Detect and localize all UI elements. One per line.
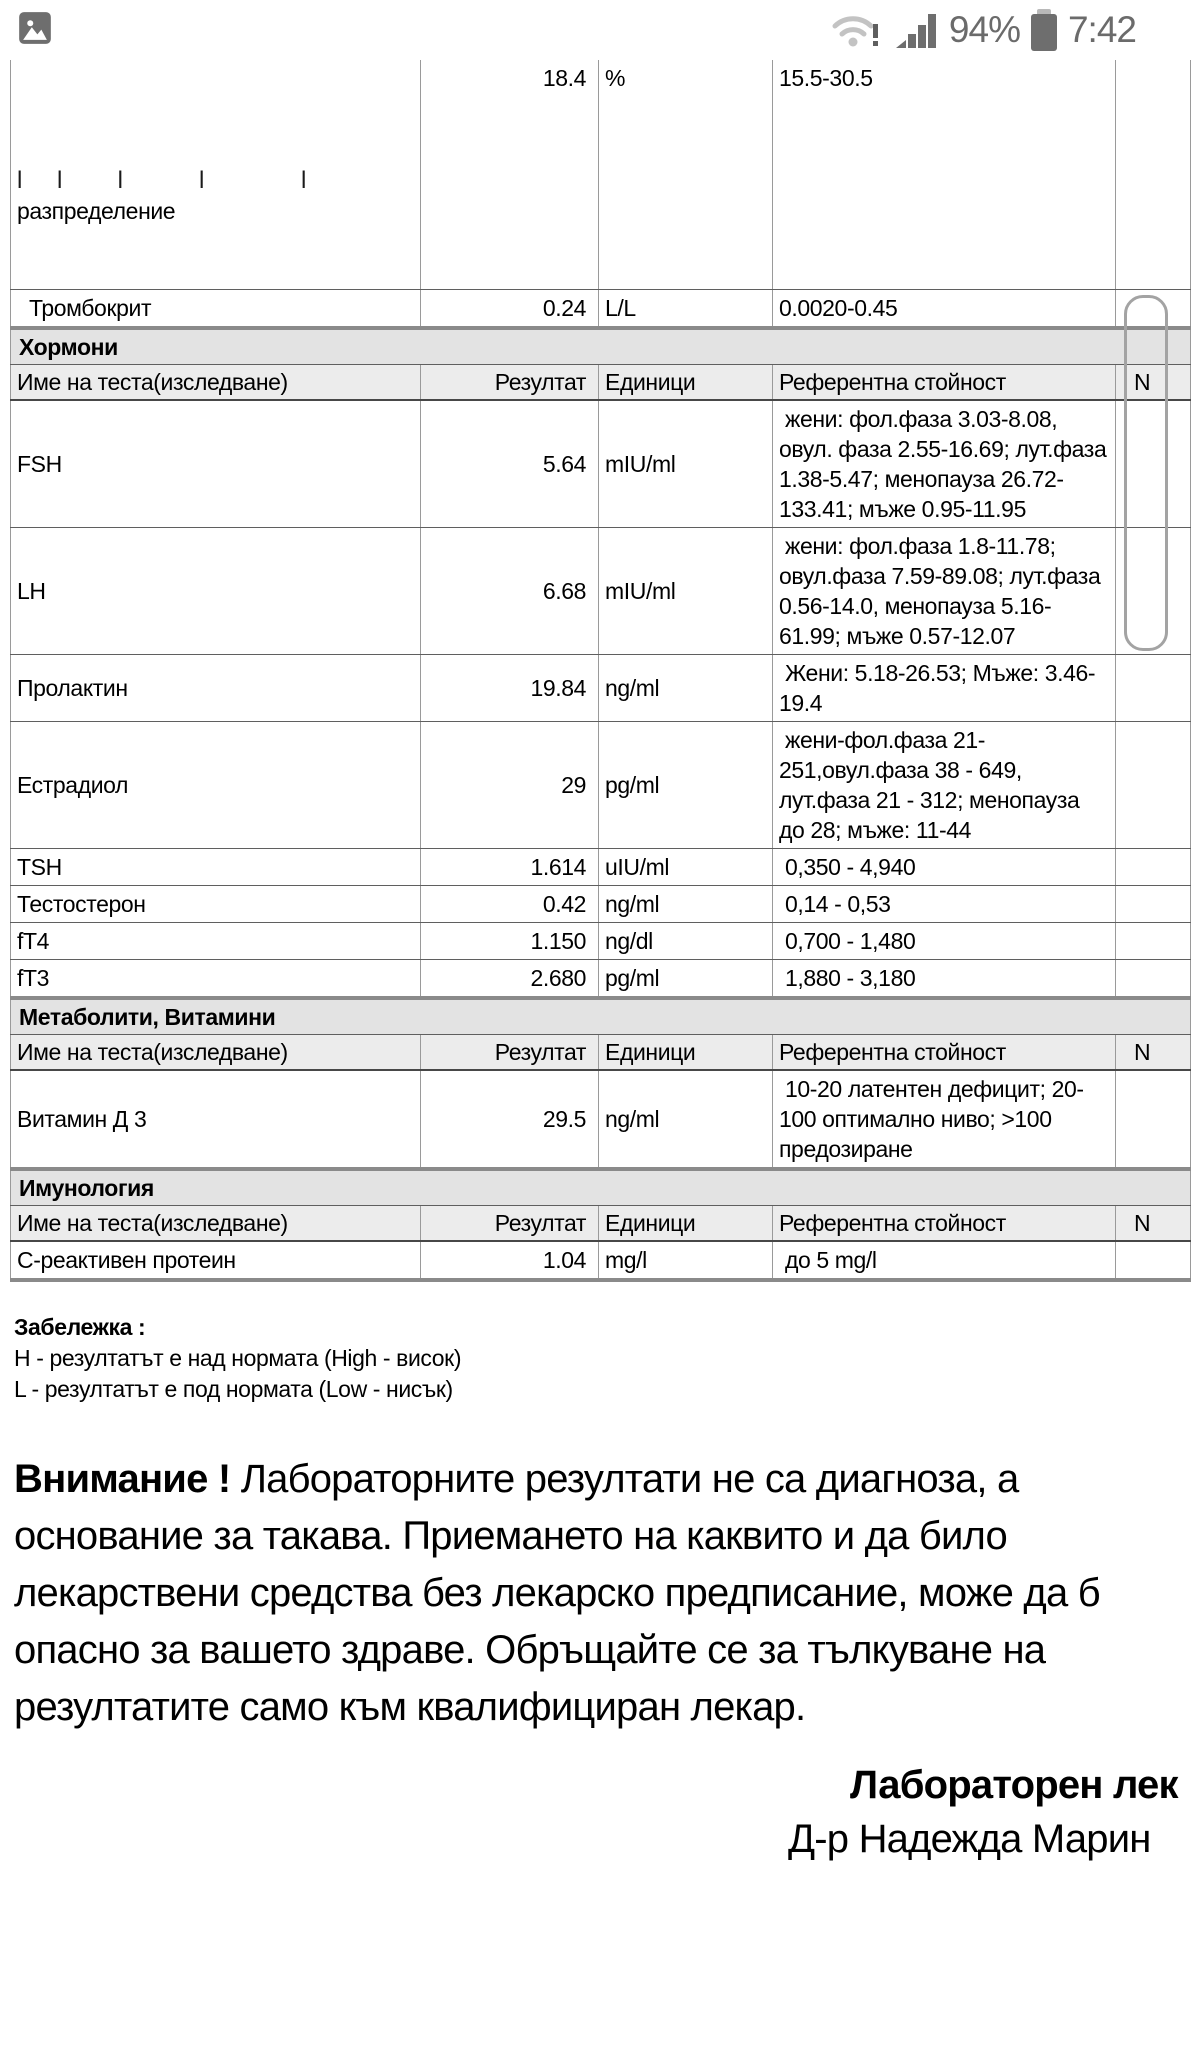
test-name: l l l l l разпределение: [11, 60, 421, 290]
flag-cell: [1116, 960, 1191, 999]
column-header-row: [11, 1035, 1191, 1071]
result-value: 1.04: [421, 1241, 599, 1280]
col-header-reference: Референтна стойност: [773, 365, 1116, 401]
doctor-name: Д-р Надежда Марин: [788, 1817, 1151, 1861]
warning-line-4: опасно за вашето здраве. Обръщайте се за тълкуване на: [14, 1628, 1046, 1672]
units-value: L/L: [599, 290, 773, 329]
table-row: [11, 528, 1191, 655]
table-row: [11, 960, 1191, 999]
reference-value: жени: фол.фаза 3.03-8.08, овул. фаза 2.55-16.69; лут.фаза 1.38-5.47; менопауза 26.72-133.41; мъже 0.95-11.95: [773, 400, 1116, 528]
units-value: ng/ml: [599, 655, 773, 722]
section-title: Хормони: [11, 328, 1191, 365]
col-header-result: Резултат: [421, 1206, 599, 1242]
table-row: [11, 722, 1191, 849]
table-row: [11, 849, 1191, 886]
reference-value: жени-фол.фаза 21-251,овул.фаза 38 - 649, лут.фаза 21 - 312; менопауза до 28; мъже: 11-44: [773, 722, 1116, 849]
section-title: Метаболити, Витамини: [11, 998, 1191, 1035]
result-value: 1.614: [421, 849, 599, 886]
test-name: Пролактин: [11, 655, 421, 722]
result-value: 2.680: [421, 960, 599, 999]
screenshot-image-icon: [16, 9, 54, 52]
col-header-units: Единици: [599, 365, 773, 401]
reference-value: 10-20 латентен дефицит; 20-100 оптимално ниво; >100 предозиране: [773, 1070, 1116, 1169]
note-high: H - резултатът е над нормата (High - висок): [14, 1345, 462, 1371]
section-header-metabolites: [11, 998, 1191, 1035]
result-value: 0.42: [421, 886, 599, 923]
flag-cell: [1116, 1241, 1191, 1280]
flag-cell: [1116, 1070, 1191, 1169]
test-name: LH: [11, 528, 421, 655]
result-value: 29: [421, 722, 599, 849]
units-value: pg/ml: [599, 960, 773, 999]
signal-icon: [894, 6, 940, 55]
column-header-row: [11, 1206, 1191, 1242]
table-row: [11, 1241, 1191, 1280]
lab-report-document: [0, 60, 1178, 1866]
table-row: [11, 923, 1191, 960]
result-value: 6.68: [421, 528, 599, 655]
test-name: Тестостерон: [11, 886, 421, 923]
clock: 7:42: [1067, 9, 1136, 50]
wifi-alert-icon: [829, 8, 885, 52]
clipped-text-fragment: l l l l l: [17, 167, 321, 194]
section-header-hormones: [11, 328, 1191, 365]
warning-paragraph: [14, 1451, 1152, 1736]
table-row: [11, 60, 1191, 290]
col-header-name: Име на теста(изследване): [11, 1206, 421, 1242]
result-value: 0.24: [421, 290, 599, 329]
flag-cell: [1116, 722, 1191, 849]
col-header-reference: Референтна стойност: [773, 1206, 1116, 1242]
result-value: 29.5: [421, 1070, 599, 1169]
battery-percent: 94%: [948, 9, 1020, 50]
section-header-immunology: [11, 1169, 1191, 1206]
col-header-result: Резултат: [421, 1035, 599, 1071]
reference-value: 0,350 - 4,940: [773, 849, 1116, 886]
section-title: Имунология: [11, 1169, 1191, 1206]
scrollbar-thumb[interactable]: [1124, 295, 1168, 651]
col-header-flag: N: [1116, 1206, 1191, 1242]
test-name: fT4: [11, 923, 421, 960]
signature-block: [0, 1758, 1178, 1866]
col-header-units: Единици: [599, 1206, 773, 1242]
notes-title: Забележка :: [14, 1314, 146, 1340]
warning-line-1: Лабораторните резултати не са диагноза, а: [230, 1457, 1019, 1501]
battery-icon: [1031, 9, 1057, 51]
warning-line-2: основание за такава. Приемането на каквито и да било: [14, 1514, 1007, 1558]
table-row: [11, 290, 1191, 329]
reference-value: 1,880 - 3,180: [773, 960, 1116, 999]
reference-value: 0,700 - 1,480: [773, 923, 1116, 960]
col-header-units: Единици: [599, 1035, 773, 1071]
warning-line-5: резултатите само към квалифициран лекар.: [14, 1685, 806, 1729]
col-header-reference: Референтна стойност: [773, 1035, 1116, 1071]
test-name: Естрадиол: [11, 722, 421, 849]
units-value: mIU/ml: [599, 528, 773, 655]
col-header-flag: N: [1116, 1035, 1191, 1071]
test-name: C-реактивен протеин: [11, 1241, 421, 1280]
flag-cell: [1116, 849, 1191, 886]
flag-cell: [1116, 923, 1191, 960]
col-header-flag: N: [1116, 365, 1191, 401]
units-value: mg/l: [599, 1241, 773, 1280]
flag-cell: [1116, 60, 1191, 290]
units-value: pg/ml: [599, 722, 773, 849]
test-name: FSH: [11, 400, 421, 528]
reference-value: 0,14 - 0,53: [773, 886, 1116, 923]
col-header-name: Име на теста(изследване): [11, 1035, 421, 1071]
test-name: fT3: [11, 960, 421, 999]
warning-label: Внимание !: [14, 1457, 231, 1501]
results-table: [10, 60, 1191, 1282]
col-header-name: Име на теста(изследване): [11, 365, 421, 401]
table-row: [11, 1070, 1191, 1169]
units-value: %: [599, 60, 773, 290]
table-row: [11, 655, 1191, 722]
reference-value: Жени: 5.18-26.53; Мъже: 3.46-19.4: [773, 655, 1116, 722]
flag-cell: [1116, 886, 1191, 923]
test-name: Тромбокрит: [11, 290, 421, 329]
test-name: TSH: [11, 849, 421, 886]
col-header-result: Резултат: [421, 365, 599, 401]
units-value: ng/ml: [599, 1070, 773, 1169]
units-value: mIU/ml: [599, 400, 773, 528]
result-value: 5.64: [421, 400, 599, 528]
units-value: ng/dl: [599, 923, 773, 960]
units-value: uIU/ml: [599, 849, 773, 886]
reference-value: до 5 mg/l: [773, 1241, 1116, 1280]
reference-value: 15.5-30.5: [773, 60, 1116, 290]
status-bar: [0, 0, 1152, 60]
table-row: [11, 400, 1191, 528]
units-value: ng/ml: [599, 886, 773, 923]
column-header-row: [11, 365, 1191, 401]
result-value: 1.150: [421, 923, 599, 960]
flag-cell: [1116, 655, 1191, 722]
table-row: [11, 886, 1191, 923]
test-name: Витамин Д 3: [11, 1070, 421, 1169]
reference-value: жени: фол.фаза 1.8-11.78; овул.фаза 7.59-89.08; лут.фаза 0.56-14.0, менопауза 5.16-61.99; мъже 0.57-12.07: [773, 528, 1116, 655]
note-low: L - резултатът е под нормата (Low - нисък): [14, 1376, 453, 1402]
result-value: 19.84: [421, 655, 599, 722]
warning-line-3: лекарствени средства без лекарско предписание, може да б: [14, 1571, 1100, 1615]
reference-value: 0.0020-0.45: [773, 290, 1116, 329]
signature-title: Лабораторен лек: [850, 1763, 1178, 1807]
result-value: 18.4: [421, 60, 599, 290]
notes-block: [14, 1312, 1152, 1405]
